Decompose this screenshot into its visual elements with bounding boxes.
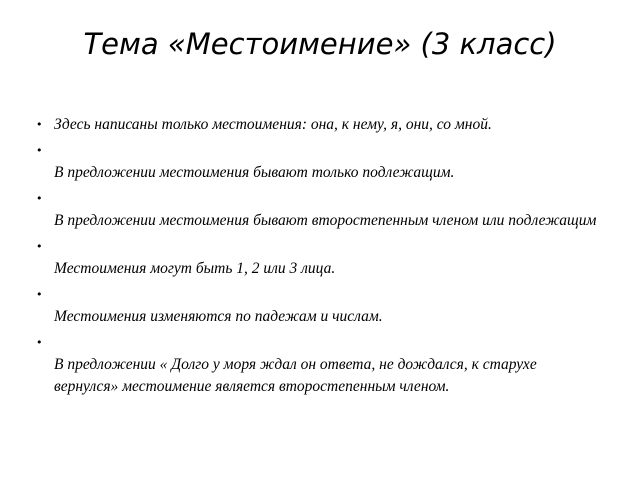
statement-text: Местоимения изменяются по падежам и числам. xyxy=(54,308,383,325)
statement-text: В предложении « Долго у моря ждал он ответа, не дождался, к старухе вернулся» местоимение является второстепенным членом. xyxy=(54,356,537,395)
bullet-icon: • xyxy=(36,288,43,301)
statement-text: Местоимения могут быть 1, 2 или 3 лица. xyxy=(54,260,336,277)
statement-text: Здесь написаны только местоимения: она, к нему, я, они, со мной. xyxy=(54,116,492,133)
statement-text: В предложении местоимения бывают второстепенным членом или подлежащим xyxy=(54,212,597,229)
bullet-icon: • xyxy=(36,118,43,131)
bullet-icon: • xyxy=(36,144,43,157)
bullet-icon: • xyxy=(36,192,43,205)
statement-item-5 xyxy=(0,284,640,328)
statement-list xyxy=(0,114,640,402)
statement-item-3 xyxy=(0,188,640,232)
bullet-icon: • xyxy=(36,336,43,349)
statement-item-1 xyxy=(0,114,640,136)
statement-text: В предложении местоимения бывают только подлежащим. xyxy=(54,164,455,181)
slide-title: Тема «Местоимение» (3 класс) xyxy=(83,27,557,61)
statement-item-6 xyxy=(0,332,640,398)
bullet-icon: • xyxy=(36,240,43,253)
statement-item-2 xyxy=(0,140,640,184)
statement-item-4 xyxy=(0,236,640,280)
